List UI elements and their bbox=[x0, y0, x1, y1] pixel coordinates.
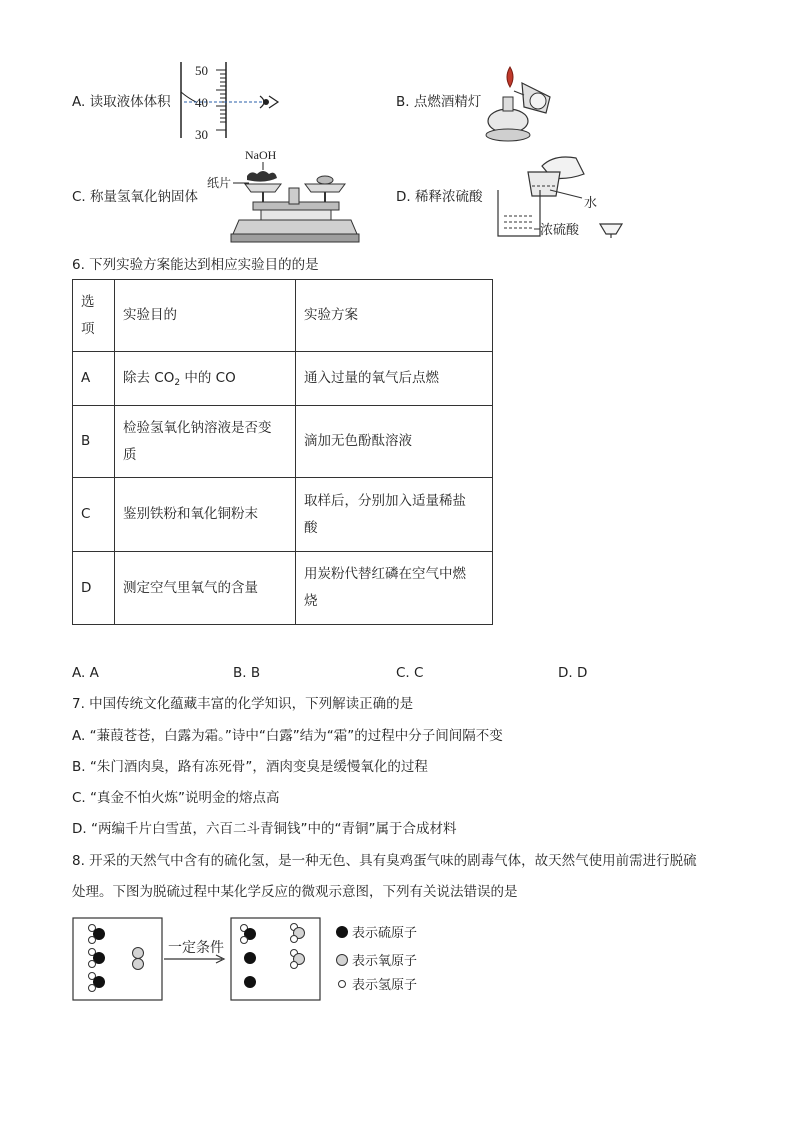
q7-option-d: D. “两编千片白雪茧，六百二斗青铜钱”中的“青铜”属于合成材料 bbox=[72, 821, 457, 837]
q6-choice-a: A. A bbox=[72, 665, 99, 681]
q6-choice-d: D. D bbox=[558, 665, 588, 681]
q8-stem-line1: 8. 开采的天然气中含有的硫化氢，是一种无色、具有臭鸡蛋气味的剧毒气体，故天然气使用前需进行脱硫 bbox=[72, 853, 697, 869]
table-row: B 检验氢氧化钠溶液是否变 质 滴加无色酚酞溶液 bbox=[73, 406, 493, 478]
cylinder-mark-50: 50 bbox=[195, 63, 208, 78]
table-row: D 测定空气里氧气的含量 用炭粉代替红磷在空气中燃 烧 bbox=[73, 552, 493, 625]
q7-option-b: B. “朱门酒肉臭，路有冻死骨”，酒肉变臭是缓慢氧化的过程 bbox=[72, 759, 428, 775]
legend-hydrogen: 表示氢原子 bbox=[352, 978, 418, 993]
table-row: C 鉴别铁粉和氧化铜粉末 取样后，分别加入适量稀盐 酸 bbox=[73, 478, 493, 552]
conc-acid-label: 浓硫酸 bbox=[540, 223, 580, 238]
q6-choice-c: C. C bbox=[396, 665, 424, 681]
q8-stem-line2: 处理。下图为脱硫过程中某化学反应的微观示意图，下列有关说法错误的是 bbox=[72, 884, 518, 900]
q5-option-d-label: D. 稀释浓硫酸 bbox=[396, 189, 483, 205]
legend-oxygen: 表示氧原子 bbox=[352, 954, 418, 969]
q5-option-a-label: A. 读取液体体积 bbox=[72, 94, 171, 110]
q5-option-b-label: B. 点燃酒精灯 bbox=[396, 94, 482, 110]
alcohol-lamp-figure bbox=[484, 63, 564, 143]
sulfur-atom-legend-icon bbox=[336, 926, 348, 938]
water-label: 水 bbox=[584, 196, 598, 211]
q7-option-c: C. “真金不怕火炼”说明金的熔点高 bbox=[72, 790, 280, 806]
q5-option-c-label: C. 称量氢氧化钠固体 bbox=[72, 189, 199, 205]
graduated-cylinder-figure bbox=[176, 60, 286, 142]
legend-sulfur: 表示硫原子 bbox=[352, 926, 418, 941]
header-goal-cell: 实验目的 bbox=[115, 280, 296, 352]
q7-option-a: A. “蒹葭苍苍，白露为霜。”诗中“白露”结为“霜”的过程中分子间间隔不变 bbox=[72, 728, 503, 744]
header-plan-cell: 实验方案 bbox=[296, 280, 493, 352]
table-row: A 除去 $CO_2$ 中的 CO 通入过量的氧气后点燃 bbox=[73, 352, 493, 406]
reaction-diagram bbox=[72, 915, 442, 1003]
reaction-condition: 一定条件 bbox=[168, 940, 224, 956]
cylinder-mark-30: 30 bbox=[195, 127, 208, 142]
q6-table bbox=[72, 279, 493, 625]
paper-label: 纸片 bbox=[207, 176, 232, 190]
cylinder-mark-40: 40 bbox=[195, 95, 208, 110]
dilute-acid-figure bbox=[490, 150, 630, 244]
hydrogen-atom-legend-icon bbox=[339, 981, 346, 988]
naoh-label: NaOH bbox=[245, 148, 277, 162]
balance-figure bbox=[205, 148, 365, 246]
table-header-row bbox=[73, 280, 493, 352]
oxygen-atom-legend-icon bbox=[337, 955, 348, 966]
header-option-cell: 选 项 bbox=[73, 280, 115, 352]
q7-stem: 7. 中国传统文化蕴藏丰富的化学知识，下列解读正确的是 bbox=[72, 696, 414, 712]
q6-stem: 6. 下列实验方案能达到相应实验目的的是 bbox=[72, 257, 319, 273]
q6-choice-b: B. B bbox=[233, 665, 261, 681]
